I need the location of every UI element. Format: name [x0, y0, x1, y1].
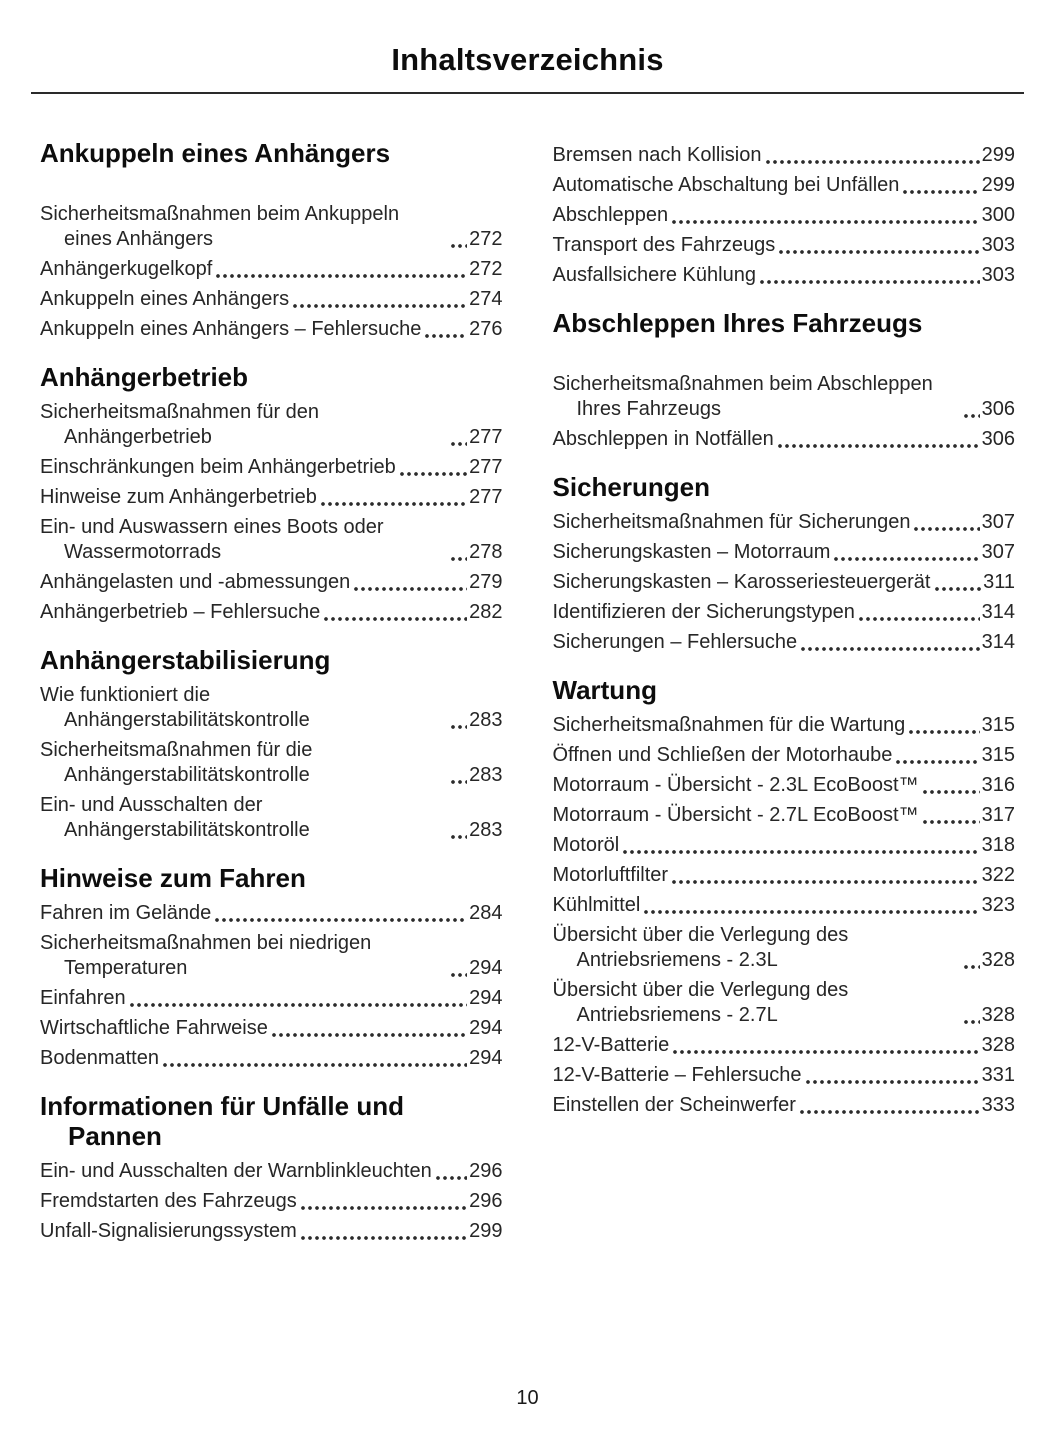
toc-entry-page-number: 272 — [469, 258, 503, 280]
dot-leader — [451, 557, 467, 561]
toc-entry-label: Motorraum - Übersicht - 2.7L EcoBoost™ — [552, 804, 919, 826]
dot-leader — [914, 527, 979, 531]
toc-entry-label: Sicherheitsmaßnahmen für Sicherungen — [552, 511, 911, 533]
dot-leader — [163, 1063, 467, 1067]
dot-leader — [964, 1020, 980, 1024]
toc-entry-label: Transport des Fahrzeugs — [552, 234, 776, 256]
toc-entry-page-number: 306 — [981, 398, 1015, 420]
toc-entry — [553, 1093, 1016, 1118]
dot-leader — [321, 502, 467, 506]
toc-entry-page-number: 299 — [981, 144, 1015, 166]
toc-entry-page-number: 276 — [469, 318, 503, 340]
toc-entry — [553, 713, 1016, 738]
toc-entry-page-number: 299 — [469, 1220, 503, 1242]
toc-entry-page-number: 277 — [469, 456, 503, 478]
dot-leader — [130, 1003, 468, 1007]
toc-entry-page-number: 282 — [469, 601, 503, 623]
toc-entry-label: Identifizieren der Sicherungstypen — [552, 601, 855, 623]
toc-entry — [553, 803, 1016, 828]
toc-entry-page-number: 272 — [469, 228, 503, 250]
section-heading: Abschleppen Ihres Fahrzeugs — [552, 308, 923, 338]
toc-entry-label: Öffnen und Schließen der Motorhaube — [552, 744, 893, 766]
dot-leader — [923, 820, 980, 824]
toc-entry-label: Einstellen der Scheinwerfer — [552, 1094, 796, 1116]
dot-leader — [216, 274, 467, 278]
toc-entry-page-number: 331 — [981, 1064, 1015, 1086]
toc-entry — [553, 427, 1016, 452]
toc-entry-label: Ankuppeln eines Anhängers — [40, 288, 290, 310]
toc-entry — [553, 630, 1016, 655]
dot-leader — [778, 444, 980, 448]
toc-entry — [40, 1189, 503, 1214]
dot-leader — [779, 250, 979, 254]
toc-entry-label: Anhängelasten und -abmessungen — [40, 571, 351, 593]
toc-entry-page-number: 328 — [981, 949, 1015, 971]
toc-entry-label: Fahren im Gelände — [40, 902, 212, 924]
toc-entry — [553, 540, 1016, 565]
dot-leader — [451, 973, 467, 977]
toc-entry-label: Ein- und Auswassern eines Boots oder Wassermotorrads — [40, 516, 384, 563]
toc-entry — [553, 773, 1016, 798]
toc-entry — [553, 743, 1016, 768]
dot-leader — [293, 304, 467, 308]
toc-entry-label: Motorluftfilter — [552, 864, 669, 886]
toc-entry-label: Sicherungskasten – Motorraum — [552, 541, 831, 563]
toc-entry — [553, 263, 1016, 288]
toc-entry-page-number: 318 — [981, 834, 1015, 856]
toc-entry-page-number: 315 — [981, 714, 1015, 736]
toc-entry — [40, 515, 503, 565]
toc-entry — [553, 893, 1016, 918]
toc-entry-label: Sicherheitsmaßnahmen für den Anhängerbetrieb — [40, 401, 320, 448]
dot-leader — [859, 617, 980, 621]
toc-entry — [40, 287, 503, 312]
dot-leader — [935, 587, 982, 591]
toc-entry-label: Wirtschaftliche Fahrweise — [40, 1017, 268, 1039]
toc-entry — [40, 1016, 503, 1041]
toc-entry-label: Motorraum - Übersicht - 2.3L EcoBoost™ — [552, 774, 919, 796]
toc-column-left — [40, 138, 503, 1249]
toc-entry — [553, 372, 1016, 422]
dot-leader — [800, 1110, 980, 1114]
dot-leader — [354, 587, 467, 591]
toc-entry-page-number: 274 — [469, 288, 503, 310]
dot-leader — [896, 760, 979, 764]
page-footer — [0, 1387, 1055, 1410]
dot-leader — [834, 557, 979, 561]
toc-entry — [553, 233, 1016, 258]
section-heading: Anhängerstabilisierung — [40, 645, 331, 675]
section-heading: Ankuppeln eines Anhängers — [40, 138, 391, 168]
toc-entry-page-number: 294 — [469, 1047, 503, 1069]
toc-entry-label: Motoröl — [552, 834, 620, 856]
toc-entry-page-number: 314 — [981, 601, 1015, 623]
toc-entry-page-number: 283 — [469, 709, 503, 731]
toc-entry — [40, 485, 503, 510]
toc-entry — [40, 986, 503, 1011]
toc-entry-label: Sicherungen – Fehlersuche — [552, 631, 798, 653]
toc-entry — [40, 1159, 503, 1184]
toc-entry — [553, 570, 1016, 595]
toc-entry-label: Sicherheitsmaßnahmen für die Anhängerstabilitätskontrolle — [40, 739, 313, 786]
toc-entry — [553, 863, 1016, 888]
section-heading: Anhängerbetrieb — [40, 362, 249, 392]
toc-entry — [40, 683, 503, 733]
toc-entry — [40, 257, 503, 282]
toc-entry — [553, 203, 1016, 228]
toc-entry-page-number: 306 — [981, 428, 1015, 450]
toc-entry-page-number: 279 — [469, 571, 503, 593]
toc-entry-label: Ein- und Ausschalten der Anhängerstabilitätskontrolle — [40, 794, 310, 841]
section-heading: Hinweise zum Fahren — [40, 863, 306, 893]
dot-leader — [903, 190, 979, 194]
dot-leader — [301, 1236, 467, 1240]
dot-leader — [672, 880, 980, 884]
toc-entry-page-number: 283 — [469, 819, 503, 841]
section-heading: Wartung — [552, 675, 657, 705]
page-number: 10 — [516, 1387, 539, 1409]
toc-entry-page-number: 311 — [983, 571, 1015, 593]
toc-entry-label: Hinweise zum Anhängerbetrieb — [40, 486, 317, 508]
dot-leader — [272, 1033, 467, 1037]
toc-entry-page-number: 284 — [469, 902, 503, 924]
toc-entry-page-number: 315 — [981, 744, 1015, 766]
toc-entry-label: Übersicht über die Verlegung des Antriebsriemens - 2.7L — [552, 979, 849, 1026]
dot-leader — [324, 617, 467, 621]
dot-leader — [301, 1206, 467, 1210]
toc-entry-page-number: 277 — [469, 426, 503, 448]
toc-entry — [40, 570, 503, 595]
dot-leader — [451, 835, 467, 839]
toc-entry-label: Ausfallsichere Kühlung — [552, 264, 756, 286]
toc-entry — [40, 202, 503, 252]
dot-leader — [425, 334, 467, 338]
section-heading: Informationen für Unfälle und Pannen — [40, 1091, 404, 1151]
toc-entry-page-number: 299 — [981, 174, 1015, 196]
toc-entry-page-number: 303 — [981, 234, 1015, 256]
dot-leader — [964, 414, 980, 418]
toc-entry-page-number: 307 — [981, 511, 1015, 533]
toc-entry — [553, 833, 1016, 858]
toc-entry — [40, 600, 503, 625]
toc-entry-label: Sicherheitsmaßnahmen beim Abschleppen Ihres Fahrzeugs — [552, 373, 933, 420]
dot-leader — [673, 1050, 979, 1054]
toc-entry-label: Sicherheitsmaßnahmen für die Wartung — [552, 714, 906, 736]
toc-entry — [553, 143, 1016, 168]
toc-entry-label: Einschränkungen beim Anhängerbetrieb — [40, 456, 396, 478]
toc-entry-label: 12-V-Batterie – Fehlersuche — [552, 1064, 802, 1086]
dot-leader — [451, 442, 467, 446]
toc-entry-page-number: 323 — [981, 894, 1015, 916]
toc-entry — [553, 1063, 1016, 1088]
dot-leader — [436, 1176, 467, 1180]
toc-entry-label: Sicherheitsmaßnahmen bei niedrigen Temperaturen — [40, 932, 372, 979]
toc-entry-page-number: 296 — [469, 1160, 503, 1182]
toc-entry-label: Ankuppeln eines Anhängers – Fehlersuche — [40, 318, 422, 340]
page-title: Inhaltsverzeichnis — [391, 42, 664, 77]
toc-entry-page-number: 322 — [981, 864, 1015, 886]
toc-entry-page-number: 317 — [981, 804, 1015, 826]
toc-entry-page-number: 294 — [469, 957, 503, 979]
dot-leader — [760, 280, 980, 284]
dot-leader — [215, 918, 467, 922]
dot-leader — [644, 910, 979, 914]
toc-entry-label: Ein- und Ausschalten der Warnblinkleuchten — [40, 1160, 432, 1182]
toc-entry-page-number: 316 — [981, 774, 1015, 796]
toc-entry-label: Fremdstarten des Fahrzeugs — [40, 1190, 297, 1212]
dot-leader — [766, 160, 980, 164]
toc-entry — [40, 400, 503, 450]
toc-entry — [40, 901, 503, 926]
dot-leader — [451, 244, 467, 248]
toc-entry — [553, 923, 1016, 973]
toc-entry-label: Wie funktioniert die Anhängerstabilitätskontrolle — [40, 684, 310, 731]
toc-entry — [40, 1046, 503, 1071]
toc-entry-page-number: 333 — [981, 1094, 1015, 1116]
toc-entry — [553, 600, 1016, 625]
toc-entry-label: Übersicht über die Verlegung des Antriebsriemens - 2.3L — [552, 924, 849, 971]
toc-entry-label: Einfahren — [40, 987, 126, 1009]
toc-entry-label: Automatische Abschaltung bei Unfällen — [552, 174, 900, 196]
toc-entry-label: Anhängerkugelkopf — [40, 258, 213, 280]
toc-entry-label: 12-V-Batterie — [552, 1034, 670, 1056]
toc-entry-label: Abschleppen — [552, 204, 669, 226]
toc-entry — [40, 738, 503, 788]
dot-leader — [400, 472, 467, 476]
toc-entry-page-number: 303 — [981, 264, 1015, 286]
toc-entry — [40, 455, 503, 480]
dot-leader — [964, 965, 980, 969]
dot-leader — [672, 220, 979, 224]
toc-entry-page-number: 278 — [469, 541, 503, 563]
page-header — [0, 0, 1055, 94]
toc-column-right — [553, 138, 1016, 1249]
toc-entry — [553, 173, 1016, 198]
toc-entry-page-number: 294 — [469, 1017, 503, 1039]
dot-leader — [806, 1080, 980, 1084]
toc-entry-label: Sicherungskasten – Karosseriesteuergerät — [552, 571, 931, 593]
toc-entry-page-number: 296 — [469, 1190, 503, 1212]
toc-entry-label: Sicherheitsmaßnahmen beim Ankuppeln eines Anhängers — [40, 203, 400, 250]
toc-entry — [40, 931, 503, 981]
toc-entry-page-number: 314 — [981, 631, 1015, 653]
toc-entry-page-number: 328 — [981, 1034, 1015, 1056]
toc-entry-label: Bodenmatten — [40, 1047, 159, 1069]
toc-entry-page-number: 294 — [469, 987, 503, 1009]
toc-entry-page-number: 300 — [981, 204, 1015, 226]
toc-entry-page-number: 328 — [981, 1004, 1015, 1026]
dot-leader — [451, 725, 467, 729]
toc-entry-label: Abschleppen in Notfällen — [552, 428, 774, 450]
toc-entry — [40, 793, 503, 843]
toc-entry — [553, 978, 1016, 1028]
toc-entry-label: Anhängerbetrieb – Fehlersuche — [40, 601, 321, 623]
toc-entry — [553, 510, 1016, 535]
toc-entry-page-number: 283 — [469, 764, 503, 786]
toc-entry-label: Unfall-Signalisierungssystem — [40, 1220, 297, 1242]
table-of-contents — [0, 94, 1055, 1249]
toc-entry — [553, 1033, 1016, 1058]
dot-leader — [801, 647, 980, 651]
toc-entry-label: Bremsen nach Kollision — [552, 144, 762, 166]
toc-entry-page-number: 307 — [981, 541, 1015, 563]
dot-leader — [451, 780, 467, 784]
section-heading: Sicherungen — [552, 472, 710, 502]
toc-entry-page-number: 277 — [469, 486, 503, 508]
toc-entry — [40, 1219, 503, 1244]
toc-entry-label: Kühlmittel — [552, 894, 641, 916]
dot-leader — [623, 850, 979, 854]
toc-entry — [40, 317, 503, 342]
dot-leader — [923, 790, 980, 794]
dot-leader — [909, 730, 979, 734]
